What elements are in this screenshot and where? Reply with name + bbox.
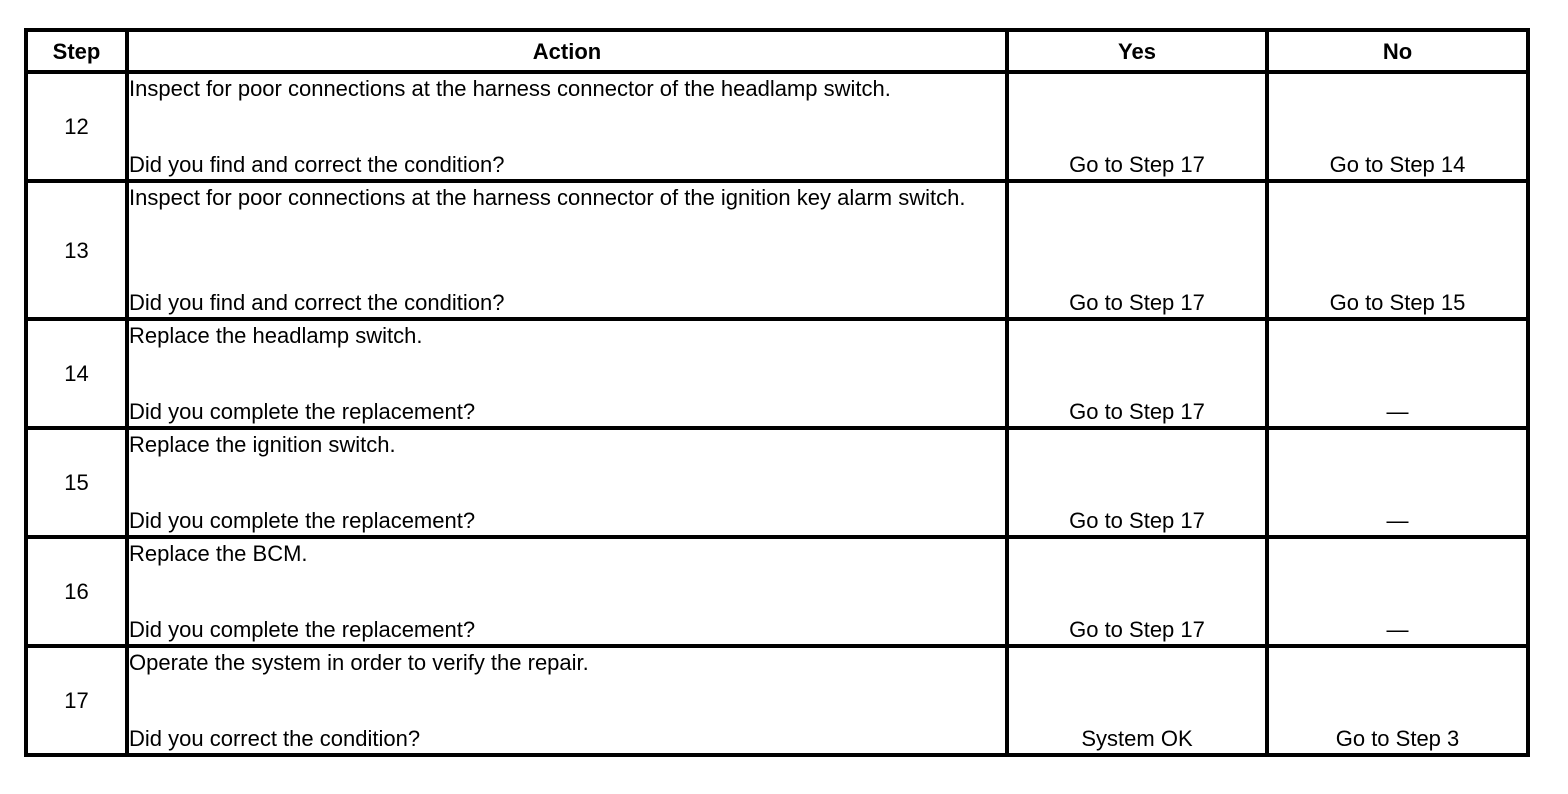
table-header — [26, 30, 1528, 72]
action-instruction: Inspect for poor connections at the harness connector of the ignition key alarm switch. — [129, 185, 966, 210]
action-cell — [127, 181, 1007, 319]
table-row — [26, 72, 1528, 181]
step-number: 13 — [26, 181, 127, 319]
no-result: Go to Step 14 — [1267, 72, 1528, 181]
table-body — [26, 72, 1528, 755]
diagnostic-table — [24, 28, 1530, 757]
header-no: No — [1267, 30, 1528, 72]
yes-result: System OK — [1007, 646, 1267, 755]
action-instruction: Operate the system in order to verify the repair. — [129, 650, 589, 675]
action-instruction: Inspect for poor connections at the harness connector of the headlamp switch. — [129, 76, 891, 101]
step-number: 12 — [26, 72, 127, 181]
no-result: Go to Step 15 — [1267, 181, 1528, 319]
step-number: 16 — [26, 537, 127, 646]
yes-result: Go to Step 17 — [1007, 537, 1267, 646]
no-result: — — [1267, 428, 1528, 537]
action-cell — [127, 72, 1007, 181]
no-result: — — [1267, 537, 1528, 646]
yes-result: Go to Step 17 — [1007, 319, 1267, 428]
action-cell — [127, 319, 1007, 428]
step-number: 17 — [26, 646, 127, 755]
no-result: — — [1267, 319, 1528, 428]
yes-result: Go to Step 17 — [1007, 181, 1267, 319]
action-cell — [127, 428, 1007, 537]
step-number: 15 — [26, 428, 127, 537]
table-row — [26, 537, 1528, 646]
action-instruction: Replace the headlamp switch. — [129, 323, 423, 348]
header-step: Step — [26, 30, 127, 72]
action-cell — [127, 646, 1007, 755]
action-question: Did you find and correct the condition? — [129, 290, 505, 315]
table-row — [26, 319, 1528, 428]
action-question: Did you complete the replacement? — [129, 508, 476, 533]
header-row — [26, 30, 1528, 72]
action-question: Did you correct the condition? — [129, 726, 421, 751]
table-row — [26, 428, 1528, 537]
action-instruction: Replace the ignition switch. — [129, 432, 396, 457]
action-instruction: Replace the BCM. — [129, 541, 308, 566]
header-yes: Yes — [1007, 30, 1267, 72]
no-result: Go to Step 3 — [1267, 646, 1528, 755]
action-question: Did you complete the replacement? — [129, 617, 476, 642]
table-row — [26, 646, 1528, 755]
step-number: 14 — [26, 319, 127, 428]
action-question: Did you complete the replacement? — [129, 399, 476, 424]
yes-result: Go to Step 17 — [1007, 428, 1267, 537]
table-row — [26, 181, 1528, 319]
action-cell — [127, 537, 1007, 646]
action-question: Did you find and correct the condition? — [129, 152, 505, 177]
header-action: Action — [127, 30, 1007, 72]
yes-result: Go to Step 17 — [1007, 72, 1267, 181]
